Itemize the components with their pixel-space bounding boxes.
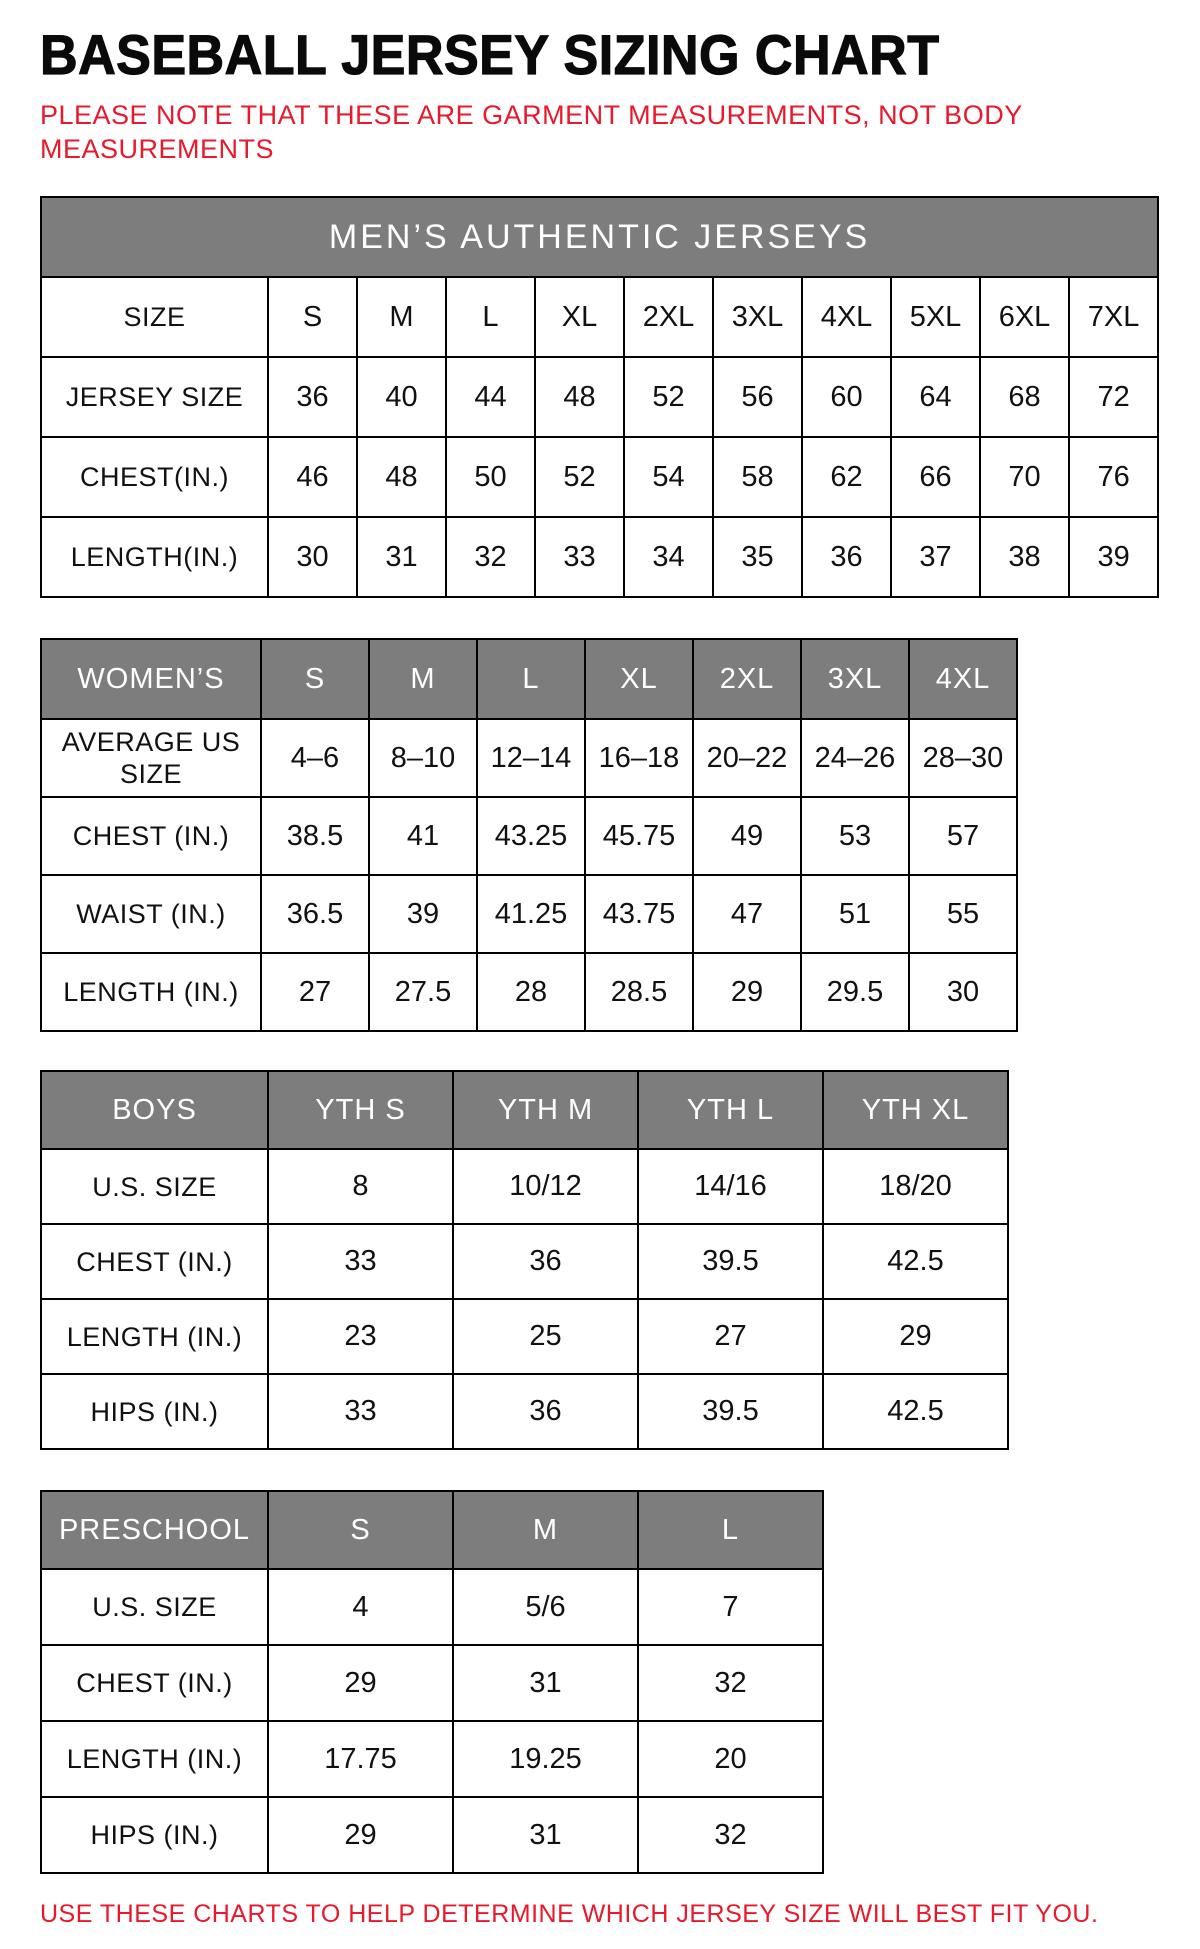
value-cell: 55 (909, 875, 1017, 953)
row-label: AVERAGE US SIZE (41, 719, 261, 797)
table-row (41, 1149, 1008, 1224)
value-cell: 46 (268, 437, 357, 517)
value-cell: 29 (268, 1797, 453, 1873)
value-cell: 64 (891, 357, 980, 437)
value-cell: 28–30 (909, 719, 1017, 797)
value-cell: 29 (268, 1645, 453, 1721)
value-cell: 36 (268, 357, 357, 437)
mens-header-cell: XL (535, 277, 624, 357)
womens-header-cell: XL (585, 639, 693, 719)
table-row (41, 1374, 1008, 1449)
mens-header-cell: S (268, 277, 357, 357)
table-row (41, 1645, 823, 1721)
value-cell: 52 (535, 437, 624, 517)
table-row (41, 357, 1158, 437)
value-cell: 32 (638, 1797, 823, 1873)
value-cell: 31 (453, 1797, 638, 1873)
value-cell: 66 (891, 437, 980, 517)
value-cell: 39 (369, 875, 477, 953)
row-label: U.S. SIZE (41, 1569, 268, 1645)
boys-header-cell: YTH M (453, 1071, 638, 1149)
value-cell: 5/6 (453, 1569, 638, 1645)
table-row (41, 953, 1017, 1031)
row-label: HIPS (IN.) (41, 1374, 268, 1449)
womens-jerseys-table (40, 638, 1018, 1032)
value-cell: 17.75 (268, 1721, 453, 1797)
row-label: U.S. SIZE (41, 1149, 268, 1224)
value-cell: 60 (802, 357, 891, 437)
value-cell: 48 (535, 357, 624, 437)
value-cell: 33 (535, 517, 624, 597)
boys-header-cell: BOYS (41, 1071, 268, 1149)
value-cell: 36 (453, 1374, 638, 1449)
mens-header-cell: 2XL (624, 277, 713, 357)
table-row (41, 1299, 1008, 1374)
value-cell: 41 (369, 797, 477, 875)
value-cell: 76 (1069, 437, 1158, 517)
value-cell: 56 (713, 357, 802, 437)
value-cell: 14/16 (638, 1149, 823, 1224)
mens-header-cell: 5XL (891, 277, 980, 357)
value-cell: 29 (823, 1299, 1008, 1374)
value-cell: 70 (980, 437, 1069, 517)
row-label: LENGTH (IN.) (41, 953, 261, 1031)
row-label: LENGTH (IN.) (41, 1299, 268, 1374)
value-cell: 48 (357, 437, 446, 517)
boys-header-cell: YTH L (638, 1071, 823, 1149)
mens-header-cell: SIZE (41, 277, 268, 357)
row-label: CHEST (IN.) (41, 1645, 268, 1721)
value-cell: 16–18 (585, 719, 693, 797)
value-cell: 12–14 (477, 719, 585, 797)
value-cell: 4–6 (261, 719, 369, 797)
value-cell: 37 (891, 517, 980, 597)
value-cell: 32 (638, 1645, 823, 1721)
value-cell: 39.5 (638, 1374, 823, 1449)
value-cell: 51 (801, 875, 909, 953)
boys-header-cell: YTH S (268, 1071, 453, 1149)
value-cell: 40 (357, 357, 446, 437)
value-cell: 42.5 (823, 1224, 1008, 1299)
value-cell: 58 (713, 437, 802, 517)
value-cell: 30 (268, 517, 357, 597)
mens-header-cell: 3XL (713, 277, 802, 357)
value-cell: 43.75 (585, 875, 693, 953)
value-cell: 44 (446, 357, 535, 437)
value-cell: 38 (980, 517, 1069, 597)
value-cell: 53 (801, 797, 909, 875)
value-cell: 18/20 (823, 1149, 1008, 1224)
boys-jerseys-table (40, 1070, 1009, 1450)
womens-header-cell: L (477, 639, 585, 719)
value-cell: 45.75 (585, 797, 693, 875)
table-row (41, 437, 1158, 517)
value-cell: 28 (477, 953, 585, 1031)
value-cell: 42.5 (823, 1374, 1008, 1449)
fit-advice-footer: USE THESE CHARTS TO HELP DETERMINE WHICH JERSEY SIZE WILL BEST FIT YOU. (40, 1900, 1099, 1929)
preschool-jerseys-table (40, 1490, 824, 1874)
value-cell: 57 (909, 797, 1017, 875)
row-label: CHEST(IN.) (41, 437, 268, 517)
table-row (41, 797, 1017, 875)
womens-header-cell: S (261, 639, 369, 719)
preschool-header-cell: S (268, 1491, 453, 1569)
womens-header-cell: 3XL (801, 639, 909, 719)
row-label: LENGTH(IN.) (41, 517, 268, 597)
page-title: BASEBALL JERSEY SIZING CHART (40, 23, 940, 86)
value-cell: 35 (713, 517, 802, 597)
value-cell: 39 (1069, 517, 1158, 597)
value-cell: 36 (453, 1224, 638, 1299)
preschool-header-cell: L (638, 1491, 823, 1569)
value-cell: 20–22 (693, 719, 801, 797)
mens-header-cell: M (357, 277, 446, 357)
value-cell: 4 (268, 1569, 453, 1645)
table-row (41, 1224, 1008, 1299)
value-cell: 49 (693, 797, 801, 875)
womens-header-cell: 2XL (693, 639, 801, 719)
value-cell: 25 (453, 1299, 638, 1374)
table-row (41, 1721, 823, 1797)
mens-header-cell: 4XL (802, 277, 891, 357)
value-cell: 34 (624, 517, 713, 597)
table-row (41, 719, 1017, 797)
preschool-header-cell: PRESCHOOL (41, 1491, 268, 1569)
value-cell: 29.5 (801, 953, 909, 1031)
row-label: CHEST (IN.) (41, 1224, 268, 1299)
value-cell: 27 (261, 953, 369, 1031)
value-cell: 33 (268, 1374, 453, 1449)
mens-table-title: MEN’S AUTHENTIC JERSEYS (41, 197, 1158, 277)
value-cell: 28.5 (585, 953, 693, 1031)
womens-header-cell: WOMEN’S (41, 639, 261, 719)
value-cell: 24–26 (801, 719, 909, 797)
value-cell: 47 (693, 875, 801, 953)
value-cell: 41.25 (477, 875, 585, 953)
value-cell: 29 (693, 953, 801, 1031)
value-cell: 68 (980, 357, 1069, 437)
value-cell: 52 (624, 357, 713, 437)
value-cell: 19.25 (453, 1721, 638, 1797)
table-row (41, 517, 1158, 597)
value-cell: 38.5 (261, 797, 369, 875)
preschool-header-cell: M (453, 1491, 638, 1569)
womens-header-cell: 4XL (909, 639, 1017, 719)
value-cell: 54 (624, 437, 713, 517)
womens-header-cell: M (369, 639, 477, 719)
mens-header-cell: L (446, 277, 535, 357)
value-cell: 23 (268, 1299, 453, 1374)
value-cell: 27 (638, 1299, 823, 1374)
value-cell: 27.5 (369, 953, 477, 1031)
row-label: HIPS (IN.) (41, 1797, 268, 1873)
value-cell: 10/12 (453, 1149, 638, 1224)
value-cell: 8 (268, 1149, 453, 1224)
value-cell: 36.5 (261, 875, 369, 953)
value-cell: 30 (909, 953, 1017, 1031)
value-cell: 20 (638, 1721, 823, 1797)
value-cell: 31 (453, 1645, 638, 1721)
value-cell: 62 (802, 437, 891, 517)
row-label: JERSEY SIZE (41, 357, 268, 437)
value-cell: 31 (357, 517, 446, 597)
value-cell: 36 (802, 517, 891, 597)
value-cell: 43.25 (477, 797, 585, 875)
value-cell: 39.5 (638, 1224, 823, 1299)
garment-measurements-note: PLEASE NOTE THAT THESE ARE GARMENT MEASUREMENTS, NOT BODY MEASUREMENTS (40, 99, 1023, 164)
row-label: LENGTH (IN.) (41, 1721, 268, 1797)
table-row (41, 1569, 823, 1645)
value-cell: 7 (638, 1569, 823, 1645)
value-cell: 50 (446, 437, 535, 517)
row-label: WAIST (IN.) (41, 875, 261, 953)
value-cell: 33 (268, 1224, 453, 1299)
table-row (41, 1797, 823, 1873)
mens-header-cell: 6XL (980, 277, 1069, 357)
table-row (41, 875, 1017, 953)
value-cell: 32 (446, 517, 535, 597)
value-cell: 8–10 (369, 719, 477, 797)
mens-authentic-jerseys-table (40, 196, 1159, 598)
boys-header-cell: YTH XL (823, 1071, 1008, 1149)
row-label: CHEST (IN.) (41, 797, 261, 875)
mens-header-cell: 7XL (1069, 277, 1158, 357)
value-cell: 72 (1069, 357, 1158, 437)
